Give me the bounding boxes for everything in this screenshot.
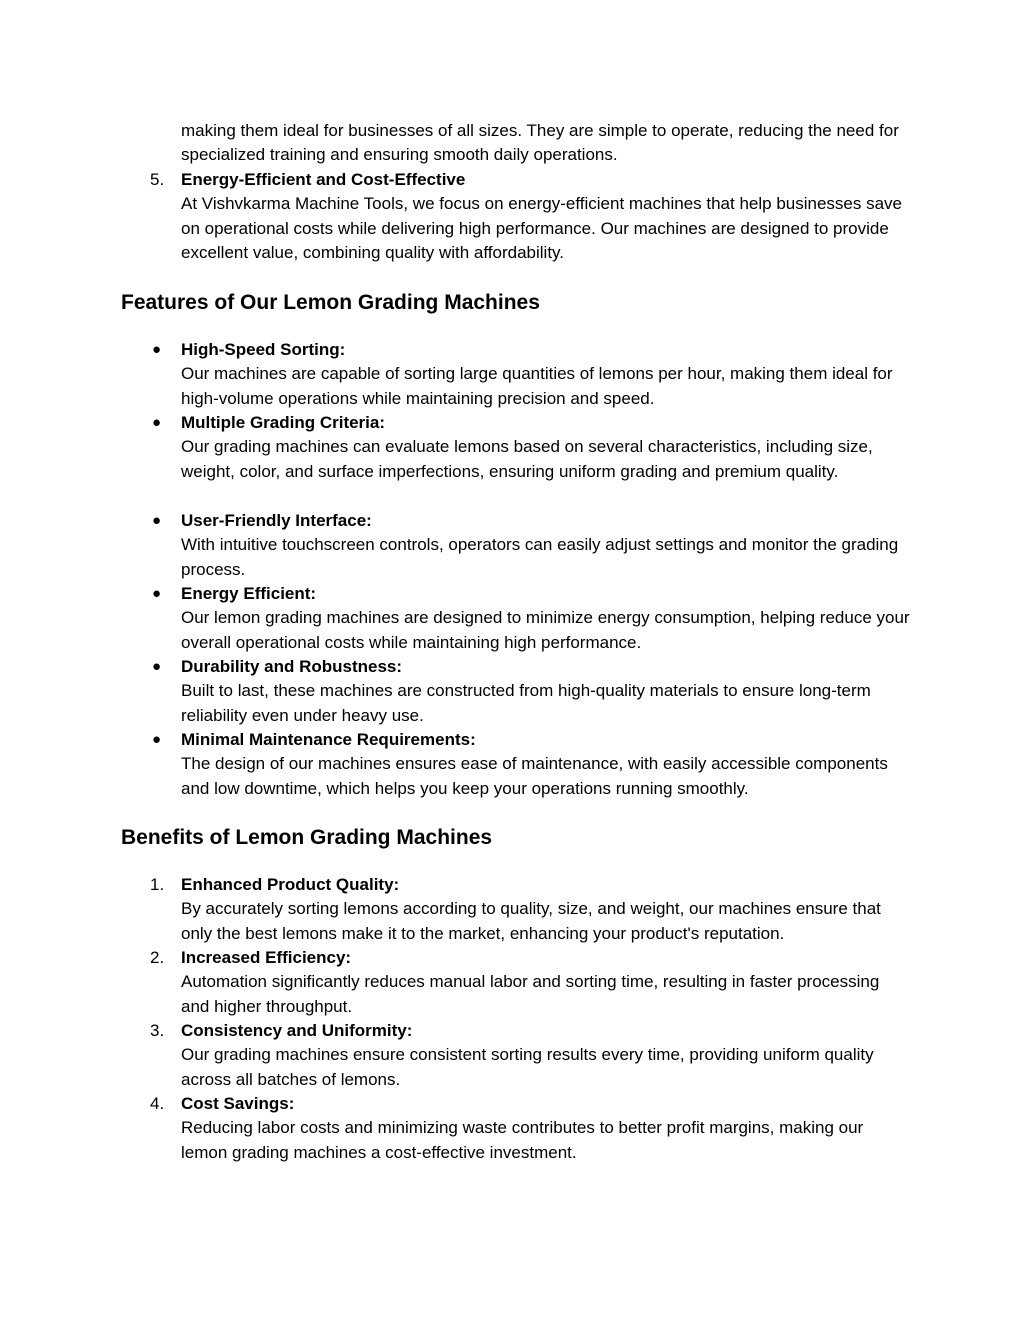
list-number: 4. bbox=[150, 1094, 165, 1113]
list-item-title: High-Speed Sorting: bbox=[181, 340, 346, 359]
list-item-text: By accurately sorting lemons according to quality, size, and weight, our machines ensure that only the best lemons make it to the market, enhancing your product's reputation. bbox=[181, 899, 881, 943]
list-item-title: Cost Savings: bbox=[181, 1094, 295, 1113]
list-item-text: Reducing labor costs and minimizing waste contributes to better profit margins, making our lemon grading machines a cost-effective investment. bbox=[181, 1118, 864, 1162]
bullet-marker: ● bbox=[152, 341, 162, 358]
bullet-marker: ● bbox=[152, 585, 162, 602]
list-item-text: Our lemon grading machines are designed to minimize energy consumption, helping reduce your overall operational costs while maintaining high performance. bbox=[181, 608, 910, 652]
bullet-marker: ● bbox=[152, 414, 162, 431]
list-item-body bbox=[181, 582, 911, 655]
benefits-heading: Benefits of Lemon Grading Machines bbox=[121, 826, 493, 849]
list-item-body bbox=[181, 411, 911, 484]
list-item-body bbox=[181, 728, 911, 801]
list-item-text: Our machines are capable of sorting large quantities of lemons per hour, making them ideal for high-volume operations while maintaining precision and speed. bbox=[181, 364, 893, 408]
list-item-text: The design of our machines ensures ease of maintenance, with easily accessible components and low downtime, which helps you keep your operations running smoothly. bbox=[181, 754, 888, 798]
list-item-text: Our grading machines can evaluate lemons based on several characteristics, including size, weight, color, and surface imperfections, ensuring uniform grading and premium quality. bbox=[181, 437, 873, 481]
list-item-title: Durability and Robustness: bbox=[181, 657, 403, 676]
list-item-body bbox=[181, 509, 911, 582]
list-number: 5. bbox=[150, 170, 165, 189]
features-heading: Features of Our Lemon Grading Machines bbox=[121, 291, 540, 314]
list-item-text: Built to last, these machines are constructed from high-quality materials to ensure long-term reliability even under heavy use. bbox=[181, 681, 871, 725]
list-item-text: At Vishvkarma Machine Tools, we focus on energy-efficient machines that help businesses save on operational costs while delivering high performance. Our machines are designed to provide excellent value, combining quality with affordability. bbox=[181, 194, 902, 263]
list-item-body bbox=[181, 655, 911, 728]
list-item-body bbox=[181, 1019, 911, 1092]
list-item-title: User-Friendly Interface: bbox=[181, 511, 372, 530]
bullet-marker: ● bbox=[152, 658, 162, 675]
list-item-body bbox=[181, 873, 911, 946]
list-item-title: Minimal Maintenance Requirements: bbox=[181, 730, 476, 749]
list-item-title: Energy Efficient: bbox=[181, 584, 317, 603]
list-item-title: Multiple Grading Criteria: bbox=[181, 413, 386, 432]
list-item-body bbox=[181, 946, 911, 1019]
list-item-text: With intuitive touchscreen controls, operators can easily adjust settings and monitor the grading process. bbox=[181, 535, 899, 579]
list-item-title: Increased Efficiency: bbox=[181, 948, 352, 967]
list-number: 2. bbox=[150, 948, 165, 967]
list-item-text: Our grading machines ensure consistent sorting results every time, providing uniform quality across all batches of lemons. bbox=[181, 1045, 874, 1089]
list-item-text: Automation significantly reduces manual labor and sorting time, resulting in faster processing and higher throughput. bbox=[181, 972, 880, 1016]
list-number: 3. bbox=[150, 1021, 165, 1040]
list-item-title: Enhanced Product Quality: bbox=[181, 875, 400, 894]
list-item-body bbox=[181, 338, 911, 411]
list-item-title: Energy-Efficient and Cost-Effective bbox=[181, 170, 466, 189]
intro-continuation: making them ideal for businesses of all sizes. They are simple to operate, reducing the need for specialized training and ensuring smooth daily operations. bbox=[181, 121, 899, 165]
bullet-marker: ● bbox=[152, 512, 162, 529]
list-number: 1. bbox=[150, 875, 165, 894]
list-item-body bbox=[181, 1092, 911, 1165]
list-item-title: Consistency and Uniformity: bbox=[181, 1021, 413, 1040]
list-item-body bbox=[181, 168, 911, 266]
bullet-marker: ● bbox=[152, 731, 162, 748]
